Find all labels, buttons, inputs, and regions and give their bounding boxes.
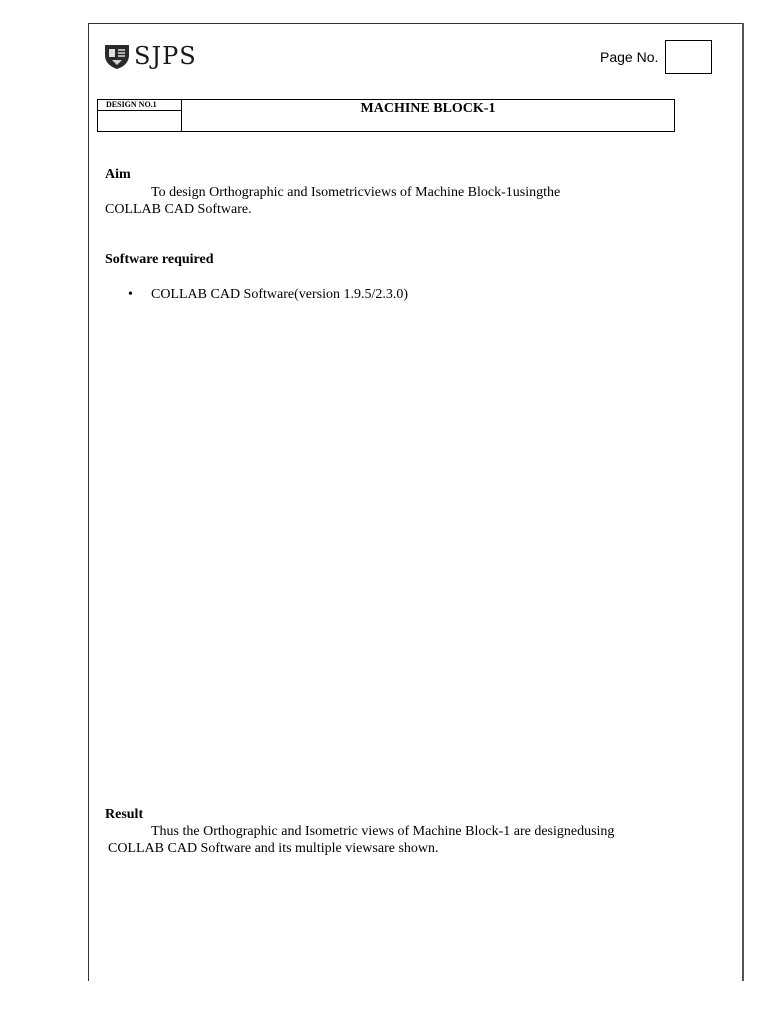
- logo-text: SJPS: [134, 42, 197, 70]
- design-no-cell: [98, 100, 182, 131]
- software-heading: Software required: [105, 252, 214, 267]
- title-block-table: [97, 99, 675, 132]
- aim-line-2: COLLAB CAD Software.: [105, 202, 252, 217]
- bullet-icon: •: [128, 287, 133, 302]
- software-list-item: [128, 287, 408, 303]
- result-line-1: Thus the Orthographic and Isometric views of Machine Block-1 are designedusing: [151, 824, 615, 839]
- result-heading: Result: [105, 807, 144, 822]
- institution-logo: [104, 42, 197, 70]
- page-no-box: [665, 40, 712, 74]
- result-paragraph: [105, 823, 685, 857]
- result-line-2: COLLAB CAD Software and its multiple viewsare shown.: [108, 841, 439, 856]
- aim-heading: Aim: [105, 167, 131, 182]
- aim-paragraph: [105, 184, 685, 218]
- page-no-label: Page No.: [600, 49, 659, 65]
- document-title: MACHINE BLOCK-1: [360, 101, 496, 116]
- design-no-label: DESIGN NO.1: [98, 100, 181, 111]
- aim-line-1: To design Orthographic and Isometricviews of Machine Block-1usingthe: [151, 185, 561, 200]
- shield-logo-icon: [104, 42, 130, 70]
- page-border-left: [88, 23, 89, 981]
- page-border-right: [742, 23, 744, 981]
- software-item-text: COLLAB CAD Software(version 1.9.5/2.3.0): [151, 287, 409, 302]
- page-border-top: [88, 23, 744, 24]
